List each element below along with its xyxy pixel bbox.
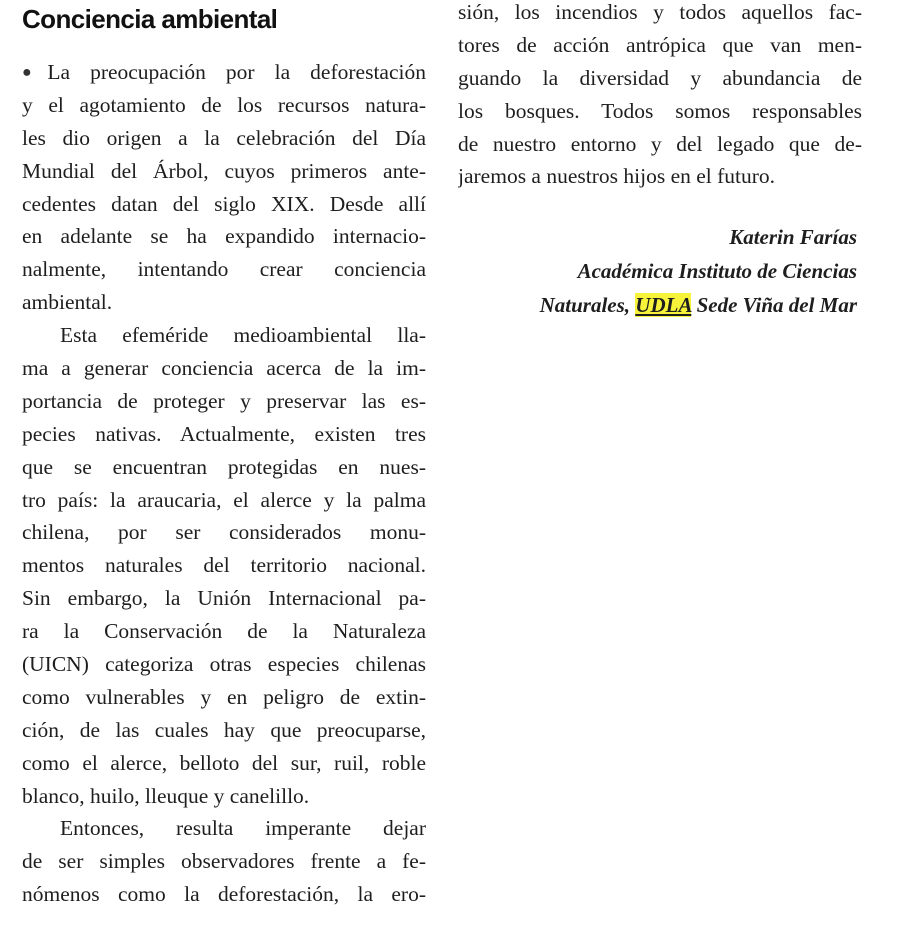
text-line: [22, 615, 426, 648]
text-line: [22, 714, 426, 747]
text-line-content: Entonces, resulta imperante dejar: [60, 816, 426, 841]
text-line-content: de ser simples observadores frente a fe-: [22, 849, 426, 874]
text-line: [458, 95, 862, 128]
text-line-content: ma a generar conciencia acerca de la im-: [22, 356, 426, 381]
text-line-content: nalmente, intentando crear conciencia: [22, 257, 426, 282]
text-line-content: guando la diversidad y abundancia de: [458, 65, 862, 90]
article-body-left-column: [22, 56, 426, 911]
text-line-content: Sin embargo, la Unión Internacional pa-: [22, 586, 426, 611]
text-line: [22, 549, 426, 582]
text-line: [22, 418, 426, 451]
text-line: [22, 253, 426, 286]
bullet-icon: ●: [22, 64, 47, 81]
article-headline: Conciencia ambiental: [22, 4, 278, 34]
signature-affiliation: [540, 288, 857, 322]
text-line-content: portancia de proteger y preservar las es-: [22, 388, 426, 413]
article-body-right-column: [458, 0, 862, 193]
text-line: [22, 319, 426, 352]
text-line-content: La preocupación por la deforestación: [47, 60, 426, 84]
signature-role: Académica Instituto de Ciencias: [577, 259, 857, 283]
text-line: [22, 155, 426, 188]
text-line: [22, 516, 426, 549]
text-line-content: ción, de las cuales hay que preocuparse,: [22, 717, 426, 742]
text-line: [22, 648, 426, 681]
text-line-content: jaremos a nuestros hijos en el futuro.: [458, 164, 776, 189]
text-line: [22, 780, 426, 813]
text-line: [22, 878, 426, 911]
text-line: [22, 385, 426, 418]
text-line-content: les dio origen a la celebración del Día: [22, 125, 426, 150]
text-line: [458, 29, 862, 62]
text-line: [22, 89, 426, 122]
text-line: [22, 122, 426, 155]
text-line-content: chilena, por ser considerados monu-: [22, 520, 426, 545]
text-line-content: tro país: la araucaria, el alerce y la palma: [22, 487, 426, 512]
text-line: [22, 681, 426, 714]
text-line: [458, 160, 862, 193]
text-line-content: y el agotamiento de los recursos natura-: [22, 92, 426, 117]
text-line-content: Esta efeméride medioambiental lla-: [60, 323, 426, 348]
text-line: [22, 845, 426, 878]
article-signature: [540, 220, 857, 322]
text-line: [458, 0, 862, 29]
text-line-content: sión, los incendios y todos aquellos fac-: [458, 0, 862, 24]
highlighted-institution: UDLA: [635, 293, 692, 317]
text-line: [22, 286, 426, 319]
text-line: [22, 484, 426, 517]
text-line-content: ra la Conservación de la Naturaleza: [22, 619, 426, 644]
signature-affiliation-prefix: Naturales,: [539, 293, 636, 317]
text-line-content: como el alerce, belloto del sur, ruil, roble: [22, 750, 426, 775]
text-line-content: blanco, huilo, lleuque y canelillo.: [22, 783, 310, 808]
text-line-content: como vulnerables y en peligro de extin-: [22, 684, 426, 709]
signature-affiliation-suffix: Sede Viña del Mar: [691, 293, 857, 317]
text-line-content: pecies nativas. Actualmente, existen tres: [22, 421, 426, 446]
text-line: [22, 812, 426, 845]
text-line-content: que se encuentran protegidas en nues-: [22, 454, 426, 479]
text-line-content: de nuestro entorno y del legado que de-: [458, 131, 862, 156]
text-line: [22, 56, 426, 89]
signature-author: Katerin Farías: [729, 225, 857, 249]
text-line-content: ambiental.: [22, 290, 113, 315]
text-line: [22, 582, 426, 615]
text-line: [22, 188, 426, 221]
text-line-content: mentos naturales del territorio nacional.: [22, 553, 426, 578]
text-line: [22, 352, 426, 385]
text-line-content: nómenos como la deforestación, la ero-: [22, 882, 426, 907]
text-line: [458, 128, 862, 161]
text-line-content: tores de acción antrópica que van men-: [458, 32, 862, 57]
text-line-content: en adelante se ha expandido internacio-: [22, 224, 426, 249]
text-line: [22, 220, 426, 253]
text-line-content: cedentes datan del siglo XIX. Desde allí: [22, 191, 426, 216]
text-line: [458, 62, 862, 95]
text-line-content: los bosques. Todos somos responsables: [458, 98, 862, 123]
text-line-content: Mundial del Árbol, cuyos primeros ante-: [22, 158, 426, 183]
text-line: [22, 451, 426, 484]
text-line-content: (UICN) categoriza otras especies chilenas: [22, 652, 426, 677]
text-line: [22, 747, 426, 780]
